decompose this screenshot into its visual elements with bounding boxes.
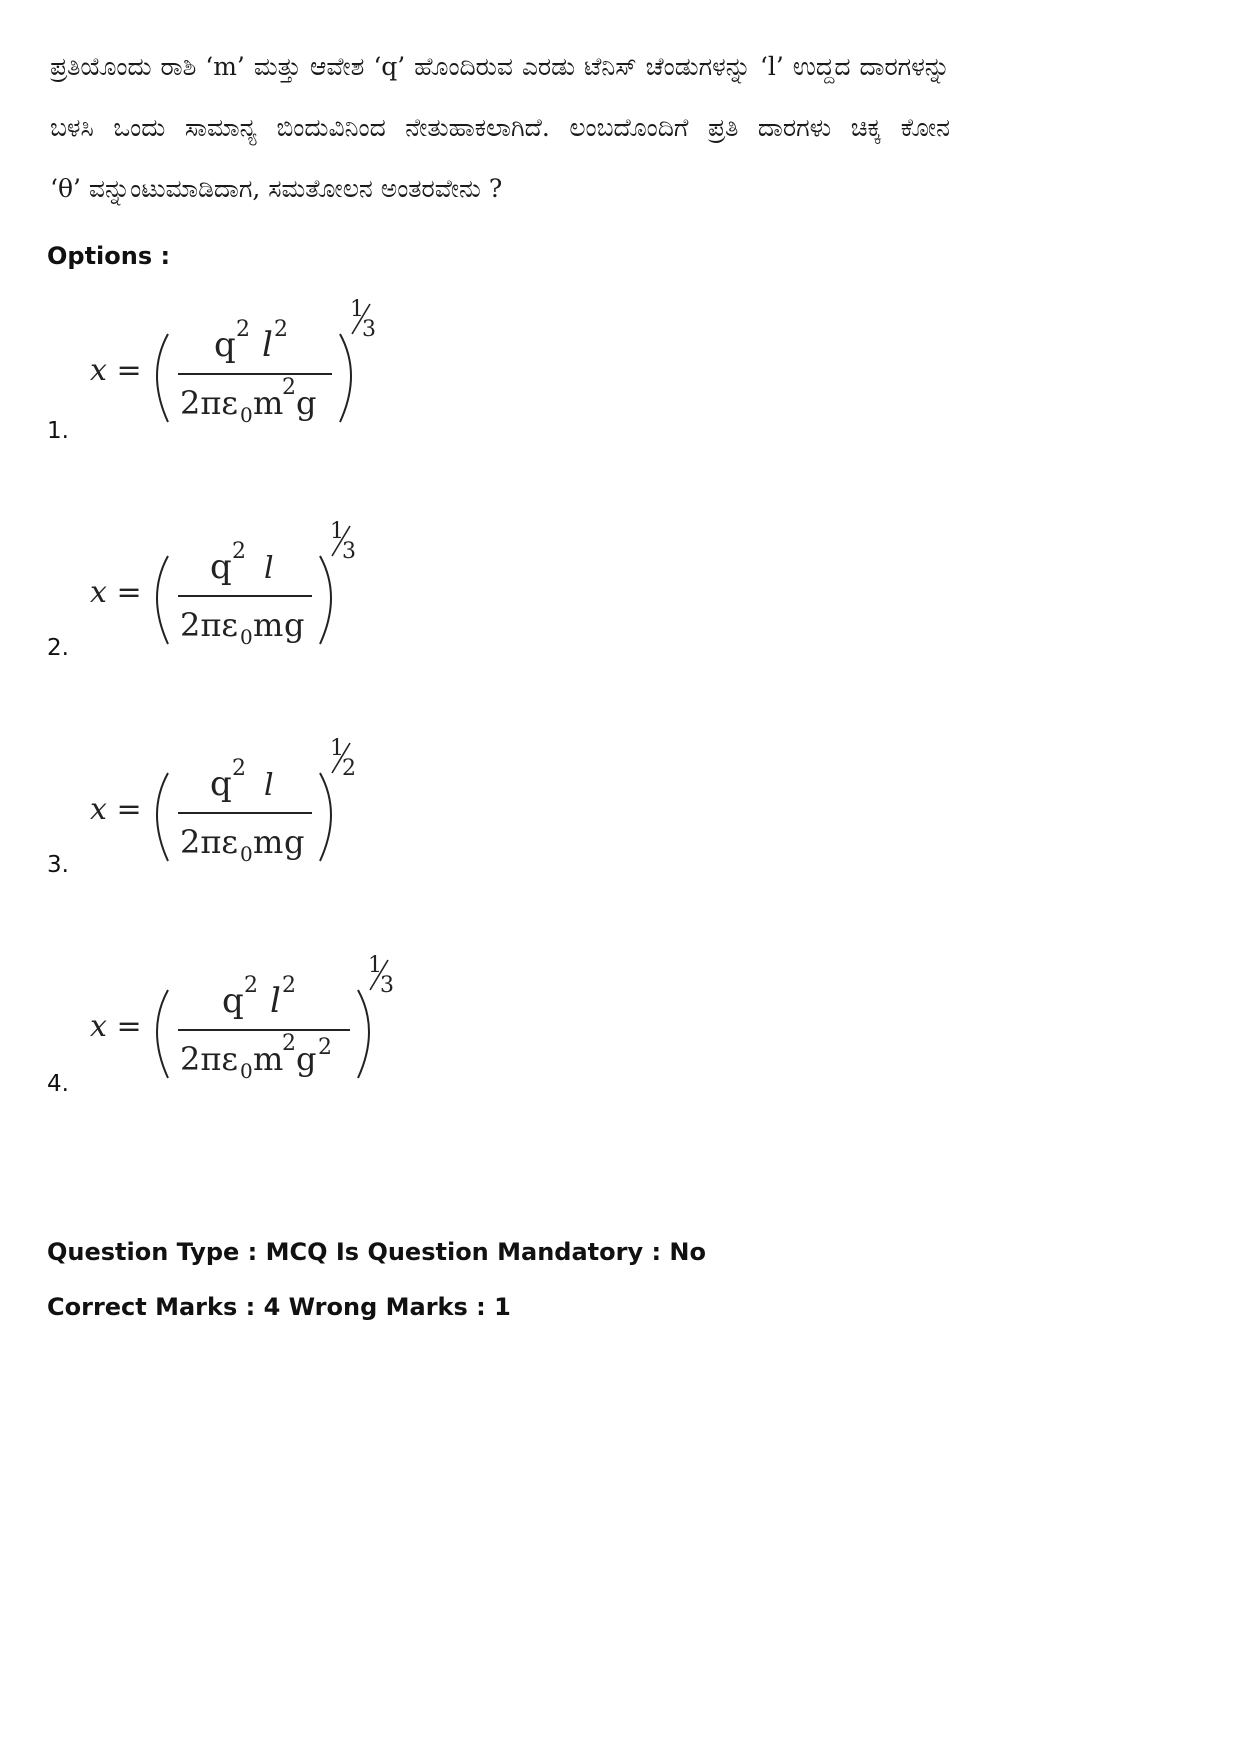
formula-lhs: x = bbox=[90, 353, 142, 388]
option-4-number[interactable]: 4. bbox=[47, 1071, 69, 1097]
num-var: l bbox=[264, 551, 274, 586]
num-var: l bbox=[270, 981, 281, 1021]
question-line-1: ಪ್ರತಿಯೊಂದು ರಾಶಿ ‘m’ ಮತ್ತು ಆವೇಶ ‘q’ ಹೊಂದಿರುವ ಎರಡು ಟೆನಿಸ್ ಚೆಂಡುಗಳನ್ನು ‘l’ ಉದ್ದದ ದಾರಗಳನ್ನು bbox=[50, 52, 950, 81]
den-g: g bbox=[284, 606, 305, 644]
formula-lhs: x = bbox=[90, 575, 142, 610]
den-g-exp: 2 bbox=[318, 1035, 332, 1060]
num-exp: 2 bbox=[236, 317, 250, 342]
power-den: 3 bbox=[362, 317, 376, 342]
power-num: 1 bbox=[330, 519, 344, 544]
right-paren bbox=[358, 990, 369, 1078]
num-var: l bbox=[262, 325, 273, 365]
question-line-2: ಬಳಸಿ ಒಂದು ಸಾಮಾನ್ಯ ಬಿಂದುವಿನಿಂದ ನೇತುಹಾಕಲಾಗಿದೆ. ಲಂಬದೊಂದಿಗೆ ಪ್ರತಿ ದಾರಗಳು ಚಿಕ್ಕ ಕೋನ bbox=[50, 113, 950, 142]
options-label: Options : bbox=[47, 242, 171, 270]
question-text bbox=[50, 36, 950, 219]
num-exp: 2 bbox=[232, 756, 246, 781]
power-num: 1 bbox=[350, 297, 364, 322]
option-4-formula[interactable] bbox=[86, 954, 426, 1094]
power-den: 2 bbox=[342, 756, 356, 781]
den-g: g bbox=[284, 823, 305, 861]
num-base: q bbox=[210, 547, 232, 587]
den-sub: 0 bbox=[240, 625, 253, 649]
den-sub: 0 bbox=[240, 403, 253, 427]
num-var: l bbox=[264, 768, 274, 803]
den-m-exp: 2 bbox=[282, 1031, 296, 1056]
num-exp: 2 bbox=[244, 973, 258, 998]
option-3-formula[interactable] bbox=[86, 737, 386, 877]
left-paren bbox=[157, 990, 168, 1078]
den-m: m bbox=[253, 384, 284, 422]
question-type-line: Question Type : MCQ Is Question Mandatory : No bbox=[47, 1238, 706, 1266]
left-paren bbox=[157, 773, 168, 861]
right-paren bbox=[320, 556, 331, 644]
option-2-formula[interactable] bbox=[86, 520, 386, 660]
question-line-3: ‘θ’ ವನ್ನುಂಟುಮಾಡಿದಾಗ, ಸಮತೋಲನ ಅಂತರವೇನು ? bbox=[50, 174, 503, 203]
den-g: g bbox=[296, 1040, 317, 1078]
den-m: m bbox=[253, 823, 284, 861]
option-1-formula[interactable] bbox=[86, 298, 406, 438]
den-m: m bbox=[253, 606, 284, 644]
den-main: 2πε bbox=[180, 606, 238, 644]
power-num: 1 bbox=[330, 736, 344, 761]
power-num: 1 bbox=[368, 953, 382, 978]
num-var-exp: 2 bbox=[274, 317, 288, 342]
left-paren bbox=[157, 334, 168, 422]
left-paren bbox=[157, 556, 168, 644]
den-main: 2πε bbox=[180, 823, 238, 861]
power-den: 3 bbox=[380, 973, 394, 998]
den-sub: 0 bbox=[240, 842, 253, 866]
formula-lhs: x = bbox=[90, 1009, 142, 1044]
right-paren bbox=[340, 334, 351, 422]
right-paren bbox=[320, 773, 331, 861]
den-main: 2πε bbox=[180, 1040, 238, 1078]
den-m-exp: 2 bbox=[282, 375, 296, 400]
num-base: q bbox=[214, 325, 236, 365]
num-base: q bbox=[210, 764, 232, 804]
power-den: 3 bbox=[342, 539, 356, 564]
den-sub: 0 bbox=[240, 1059, 253, 1083]
num-exp: 2 bbox=[232, 539, 246, 564]
num-base: q bbox=[222, 981, 244, 1021]
option-2-number[interactable]: 2. bbox=[47, 635, 69, 661]
den-m: m bbox=[253, 1040, 284, 1078]
den-g: g bbox=[296, 384, 317, 422]
option-3-number[interactable]: 3. bbox=[47, 852, 69, 878]
option-1-number[interactable]: 1. bbox=[47, 418, 69, 444]
num-var-exp: 2 bbox=[282, 973, 296, 998]
formula-lhs: x = bbox=[90, 792, 142, 827]
marks-line: Correct Marks : 4 Wrong Marks : 1 bbox=[47, 1293, 511, 1321]
den-main: 2πε bbox=[180, 384, 238, 422]
